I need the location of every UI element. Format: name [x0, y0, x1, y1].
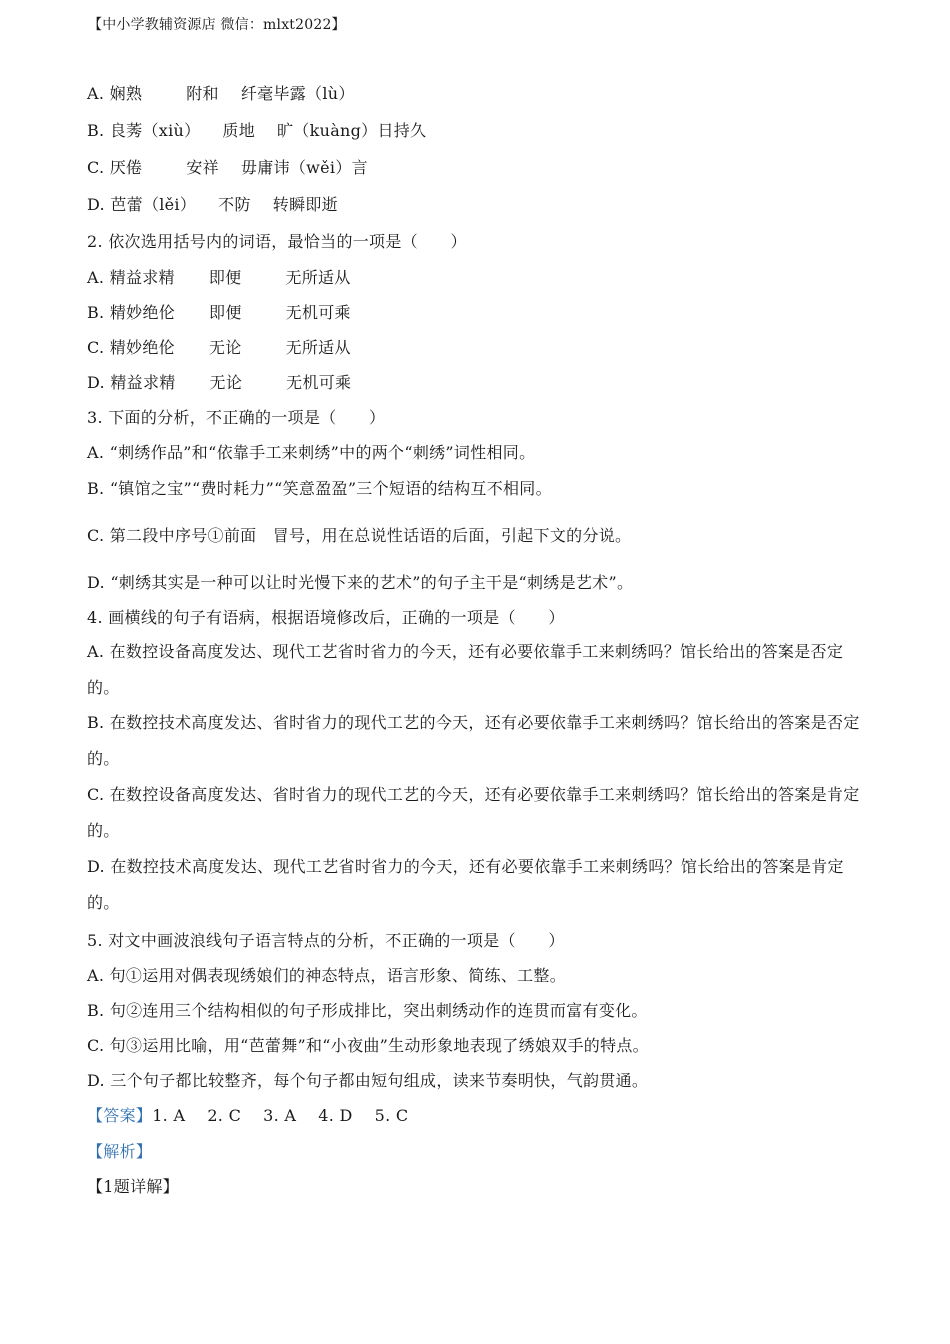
- option-word-3: 无所适从: [285, 268, 351, 287]
- q5-option-c: C. 句③运用比喻，用“芭蕾舞”和“小夜曲”生动形象地表现了绣娘双手的特点。: [87, 1036, 649, 1055]
- q4-option-d: D. 在数控技术高度发达、现代工艺省时省力的今天，还有必要依靠手工来刺绣吗？馆长给出的答案是肯定的。: [87, 857, 844, 912]
- option-word-3: 旷（kuàng）日持久: [277, 121, 427, 140]
- option-word-2: 安祥: [186, 158, 219, 177]
- answer-value: 1. A: [152, 1106, 186, 1125]
- option-word-2: 附和: [186, 84, 219, 103]
- answer-value: 2. C: [207, 1106, 242, 1125]
- option-letter: C.: [87, 158, 110, 177]
- q1-option-b: [87, 118, 426, 141]
- q1-option-d: [87, 192, 338, 215]
- detail-label: 【1题详解】: [87, 1177, 179, 1196]
- option-word-1: 良莠（xiù）: [109, 121, 201, 140]
- option-word-2: 不防: [218, 195, 251, 214]
- answer-value: 3. A: [263, 1106, 297, 1125]
- q3-option-a: A. “刺绣作品”和“依靠手工来刺绣”中的两个“刺绣”词性相同。: [87, 443, 536, 462]
- option-letter: D.: [87, 195, 111, 214]
- q3-option-b: B. “镇馆之宝”“费时耗力”“笑意盈盈”三个短语的结构互不相同。: [87, 479, 552, 498]
- page-header: 【中小学教辅资源店 微信：mlxt2022】: [88, 17, 346, 33]
- answer-value: 5. C: [374, 1106, 409, 1125]
- q1-option-c: [87, 155, 368, 178]
- q2-option-a: [87, 265, 351, 288]
- option-letter: C.: [87, 338, 110, 357]
- option-word-3: 毋庸讳（wěi）言: [240, 158, 368, 177]
- q1-option-a: [87, 81, 355, 104]
- option-word-2: 即便: [208, 268, 242, 287]
- analysis-label: 【解析】: [87, 1142, 153, 1161]
- option-word-3: 无机可乘: [286, 373, 352, 392]
- answer-line: [87, 1103, 408, 1126]
- option-word-1: 娴熟: [109, 84, 143, 103]
- q5-option-d: D. 三个句子都比较整齐，每个句子都由短句组成，读来节奏明快，气韵贯通。: [87, 1071, 649, 1090]
- option-letter: B.: [87, 121, 110, 140]
- q2-option-c: [87, 335, 351, 358]
- option-letter: A.: [87, 268, 110, 287]
- option-word-1: 精益求精: [110, 373, 176, 392]
- q2-option-b: [87, 300, 351, 323]
- option-word-1: 精益求精: [109, 268, 175, 287]
- q4-option-c: C. 在数控设备高度发达、省时省力的现代工艺的今天，还有必要依靠手工来刺绣吗？馆长给出的答案是肯定的。: [87, 785, 860, 840]
- option-word-2: 无论: [209, 373, 243, 392]
- q5-option-a: A. 句①运用对偶表现绣娘们的神态特点，语言形象、简练、工整。: [87, 966, 567, 985]
- q4-option-b: B. 在数控技术高度发达、省时省力的现代工艺的今天，还有必要依靠手工来刺绣吗？馆长给出的答案是否定的。: [87, 713, 860, 768]
- q3-stem: 3. 下面的分析，不正确的一项是（ ）: [87, 408, 386, 427]
- option-word-3: 无所适从: [285, 338, 351, 357]
- q2-stem: 2. 依次选用括号内的词语，最恰当的一项是（ ）: [87, 232, 467, 251]
- option-word-3: 纤毫毕露（lù）: [240, 84, 355, 103]
- option-word-3: 转瞬即逝: [272, 195, 338, 214]
- option-letter: A.: [87, 84, 110, 103]
- q3-option-d: D. “刺绣其实是一种可以让时光慢下来的艺术”的句子主干是“刺绣是艺术”。: [87, 573, 634, 592]
- q3-option-c: C. 第二段中序号①前面 冒号，用在总说性话语的后面，引起下文的分说。: [87, 526, 632, 545]
- option-word-1: 精妙绝伦: [109, 338, 175, 357]
- q4-option-a: A. 在数控设备高度发达、现代工艺省时省力的今天，还有必要依靠手工来刺绣吗？馆长给出的答案是否定的。: [87, 642, 844, 697]
- q5-stem: 5. 对文中画波浪线句子语言特点的分析，不正确的一项是（ ）: [87, 931, 565, 950]
- option-word-3: 无机可乘: [285, 303, 351, 322]
- option-letter: D.: [87, 373, 111, 392]
- option-word-1: 精妙绝伦: [109, 303, 176, 322]
- option-letter: B.: [87, 303, 110, 322]
- option-word-2: 质地: [222, 121, 255, 140]
- answer-value: 4. D: [318, 1106, 353, 1125]
- option-word-2: 即便: [209, 303, 242, 322]
- q4-stem: 4. 画横线的句子有语病，根据语境修改后，正确的一项是（ ）: [87, 608, 565, 627]
- q5-option-b: B. 句②连用三个结构相似的句子形成排比，突出刺绣动作的连贯而富有变化。: [87, 1001, 648, 1020]
- option-word-1: 芭蕾（lěi）: [110, 195, 197, 214]
- answer-label: 【答案】: [87, 1106, 153, 1125]
- option-word-2: 无论: [208, 338, 242, 357]
- option-word-1: 厌倦: [109, 158, 143, 177]
- q2-option-d: [87, 370, 351, 393]
